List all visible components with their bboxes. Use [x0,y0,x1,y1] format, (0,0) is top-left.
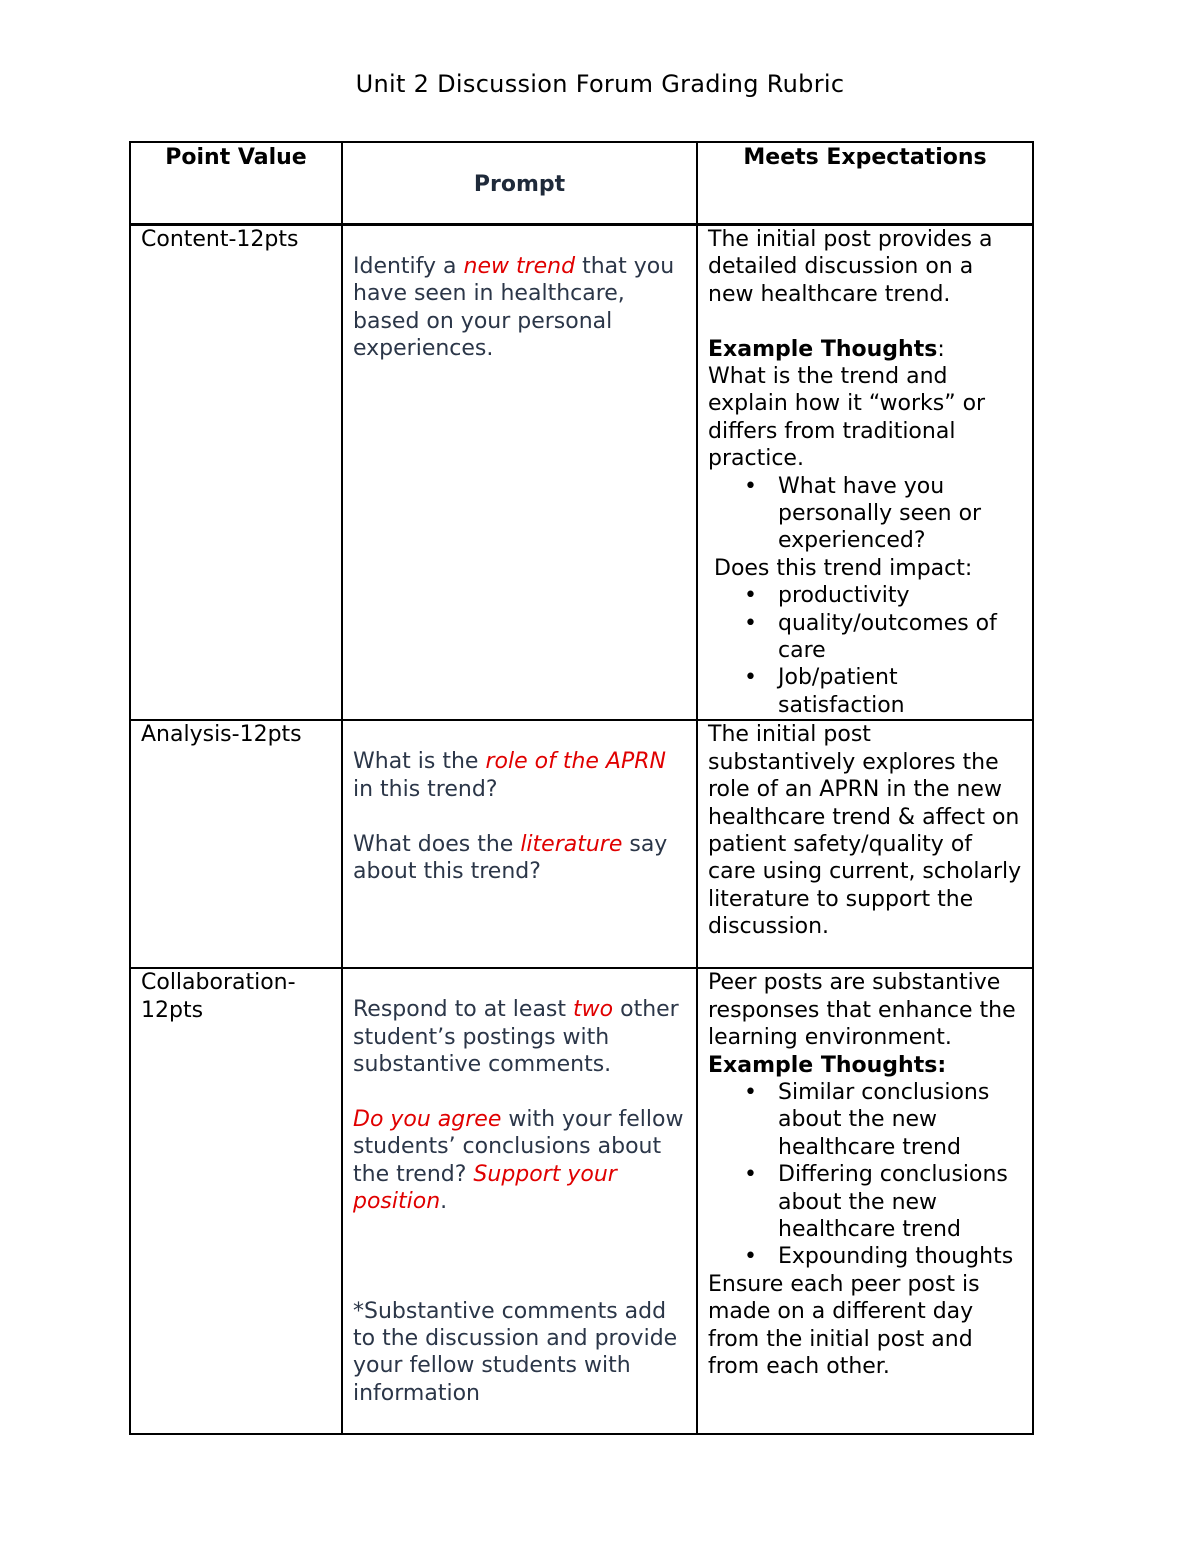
meets-outro: Ensure each peer post is made on a different day from the initial post and from each other. [708,1271,980,1379]
table-row-collaboration [130,968,1033,1434]
example-thoughts-heading [708,1052,1022,1079]
prompt-cell-content [342,225,697,721]
meets-cell-collaboration [697,968,1033,1434]
prompt-text: What does the [353,831,521,857]
list-item [708,610,1022,665]
point-cell-analysis: Analysis-12pts [130,720,342,968]
meets-cell-content [697,225,1033,721]
list-item-text: Differing conclusions about the new healthcare trend [778,1162,1008,1242]
list-item [708,582,1022,609]
prompt-text: in this trend? [353,776,498,802]
prompt-cell-analysis [342,720,697,968]
bullet-list [708,582,1022,719]
prompt-text: other student’s postings with substantive comments. [353,997,679,1078]
meets-question: What is the trend and explain how it “works” or differs from traditional practice. [708,364,986,472]
table-row-analysis [130,720,1033,968]
prompt-highlight: literature [520,831,623,857]
prompt-text: that you have seen in healthcare, based on your personal experiences. [353,254,675,362]
list-item [708,1243,1022,1270]
list-item-text: Job/patient satisfaction [778,665,905,718]
list-item [708,1079,1022,1161]
prompt-paragraph [353,253,686,363]
prompt-highlight: Support your position [353,1161,617,1215]
meets-text: The initial post substantively explores the role of an APRN in the new healthcare trend & affect on patient safety/quality of care using current, scholarly literature to support the discussion. [708,722,1022,940]
example-thoughts-colon: : [937,336,945,362]
list-item-text: Expounding thoughts [778,1244,1014,1270]
prompt-text: . [440,1189,448,1215]
header-point-value: Point Value [130,142,342,225]
prompt-highlight: two [573,997,614,1023]
list-item-text: Similar conclusions about the new healthcare trend [778,1079,990,1160]
bullet-icon: • [744,665,757,691]
prompt-paragraph [353,996,686,1078]
header-prompt: Prompt [342,142,697,225]
bullet-icon: • [744,473,757,499]
prompt-text: with your fellow students’ conclusions about the trend? [353,1106,684,1187]
meets-intro: Peer posts are substantive responses that enhance the learning environment. [708,970,1016,1051]
point-cell-content: Content-12pts [130,225,342,721]
list-item-text: quality/outcomes of care [778,610,997,664]
prompt-text: say about this trend? [353,831,668,884]
list-item [708,473,1022,555]
list-item [708,664,1022,719]
prompt-highlight: Do you agree [353,1106,502,1132]
bullet-icon: • [744,610,757,636]
meets-cell-analysis [697,720,1033,968]
bullet-icon: • [744,1162,757,1188]
meets-question: Does this trend impact: [714,555,973,581]
prompt-highlight: role of the APRN [485,749,666,775]
list-item-text: What have you personally seen or experienced? [778,473,982,554]
prompt-text: Identify a [353,254,464,279]
bullet-list [708,473,1022,555]
meets-intro: The initial post provides a detailed discussion on a new healthcare trend. [708,227,993,307]
prompt-text: Respond to at least [353,997,574,1023]
table-header-row [130,142,1033,225]
prompt-paragraph [353,748,686,803]
bullet-icon: • [744,583,757,609]
prompt-text: What is the [353,749,486,775]
prompt-footnote: *Substantive comments add to the discussion and provide your fellow students with information [353,1298,678,1406]
example-thoughts-heading [708,336,1022,363]
list-item-text: productivity [778,583,910,609]
prompt-highlight: new trend [463,254,576,279]
prompt-paragraph [353,1106,686,1216]
bullet-icon: • [744,1244,757,1270]
example-thoughts-label: Example Thoughts [708,336,938,362]
prompt-paragraph [353,831,686,886]
header-meets-expectations: Meets Expectations [697,142,1033,225]
point-cell-collaboration: Collaboration-12pts [130,968,342,1434]
table-row-content [130,225,1033,721]
page-title: Unit 2 Discussion Forum Grading Rubric [355,70,845,98]
example-thoughts-label: Example Thoughts: [708,1052,947,1078]
prompt-cell-collaboration [342,968,697,1434]
bullet-list [708,1079,1022,1271]
rubric-table [129,141,1034,1435]
bullet-icon: • [744,1079,757,1105]
list-item [708,1161,1022,1243]
